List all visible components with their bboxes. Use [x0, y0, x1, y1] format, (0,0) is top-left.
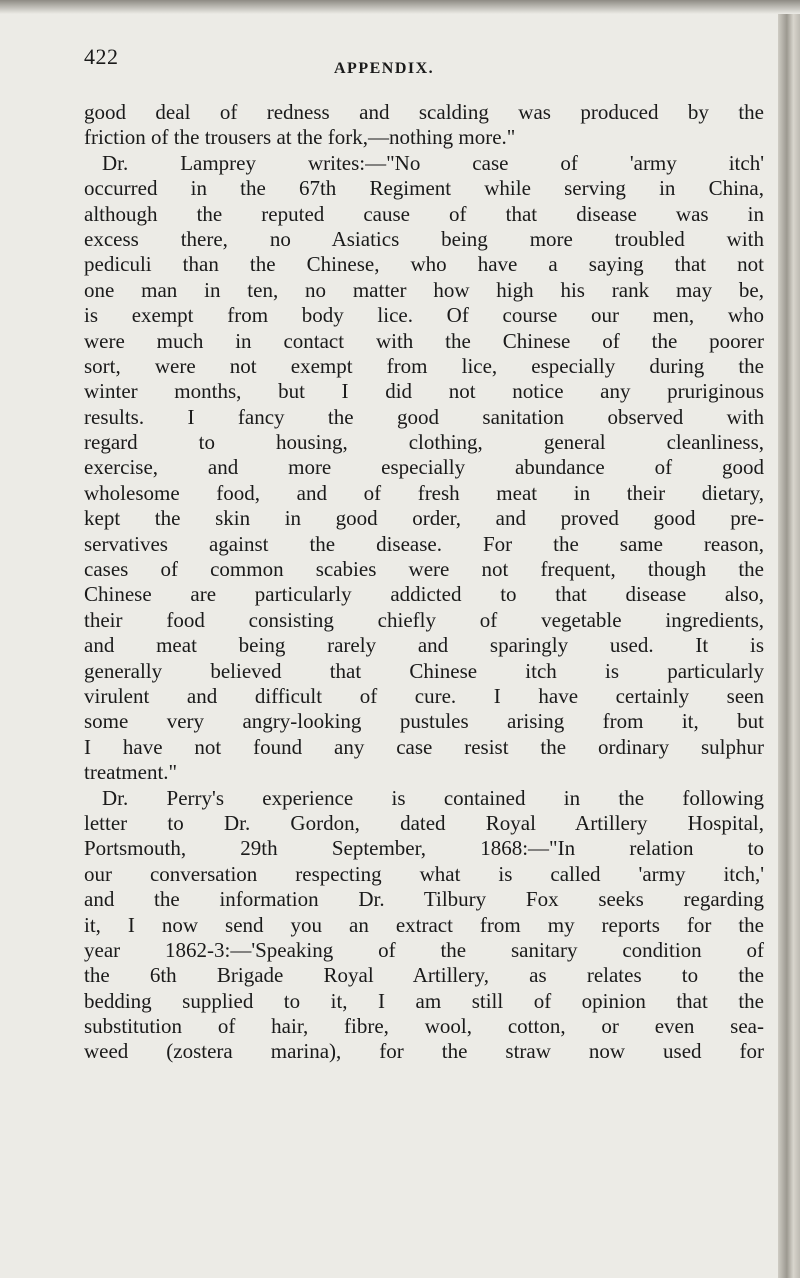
text-line: good deal of redness and scalding was produced by the — [84, 100, 764, 124]
text-line: winter months, but I did not notice any pruriginous — [84, 379, 764, 404]
text-line: and the information Dr. Tilbury Fox seeks regarding — [84, 887, 764, 912]
text-line: it, I now send you an extract from my reports for the — [84, 912, 764, 937]
page-number: 422 — [84, 44, 119, 69]
text-line: bedding supplied to it, I am still of opinion that the — [84, 988, 764, 1013]
text-line: the 6th Brigade Royal Artillery, as relates to the — [84, 963, 764, 988]
text-line: excess there, no Asiatics being more troubled with — [84, 226, 764, 251]
page-edge — [778, 0, 800, 1278]
text-line: letter to Dr. Gordon, dated Royal Artillery Hospital, — [84, 810, 764, 835]
text-line: substitution of hair, fibre, wool, cotton, or even sea- — [84, 1014, 764, 1039]
text-line: one man in ten, no matter how high his rank may be, — [84, 277, 764, 302]
text-line: exercise, and more especially abundance of good — [84, 455, 764, 480]
text-line: generally believed that Chinese itch is particularly — [84, 658, 764, 683]
text-line: I have not found any case resist the ordinary sulphur — [84, 734, 764, 759]
text-line: year 1862-3:—'Speaking of the sanitary condition of — [84, 937, 764, 962]
text-line: virulent and difficult of cure. I have certainly seen — [84, 683, 764, 708]
text-line: Dr. Perry's experience is contained in the following — [102, 785, 764, 810]
top-shadow — [0, 0, 800, 14]
text-line: is exempt from body lice. Of course our men, who — [84, 303, 764, 328]
text-line: wholesome food, and of fresh meat in their dietary, — [84, 480, 764, 505]
text-line: pediculi than the Chinese, who have a saying that not — [84, 252, 764, 277]
text-line: although the reputed cause of that disease was in — [84, 201, 764, 226]
body-text — [84, 100, 764, 1065]
text-line: Dr. Lamprey writes:—"No case of 'army itch' — [102, 150, 764, 175]
text-line: our conversation respecting what is called 'army itch,' — [84, 861, 764, 886]
text-line: treatment." — [84, 760, 178, 785]
text-line: Chinese are particularly addicted to that disease also, — [84, 582, 764, 607]
text-line: were much in contact with the Chinese of the poorer — [84, 328, 764, 353]
text-line: occurred in the 67th Regiment while serving in China, — [84, 176, 764, 201]
text-line: weed (zostera marina), for the straw now used for — [84, 1039, 764, 1064]
text-line: sort, were not exempt from lice, especially during the — [84, 353, 764, 378]
text-line: cases of common scabies were not frequent, though the — [84, 557, 764, 582]
text-line: their food consisting chiefly of vegetable ingredients, — [84, 607, 764, 632]
text-line: Portsmouth, 29th September, 1868:—"In relation to — [84, 836, 764, 861]
running-head: APPENDIX. — [334, 60, 435, 77]
text-line: servatives against the disease. For the same reason, — [84, 531, 764, 556]
text-line: results. I fancy the good sanitation observed with — [84, 404, 764, 429]
text-line: friction of the trousers at the fork,—nothing more." — [84, 125, 516, 150]
text-line: some very angry-looking pustules arising from it, but — [84, 709, 764, 734]
text-line: kept the skin in good order, and proved good pre- — [84, 506, 764, 531]
text-line: and meat being rarely and sparingly used. It is — [84, 633, 764, 658]
text-line: regard to housing, clothing, general cleanliness, — [84, 430, 764, 455]
